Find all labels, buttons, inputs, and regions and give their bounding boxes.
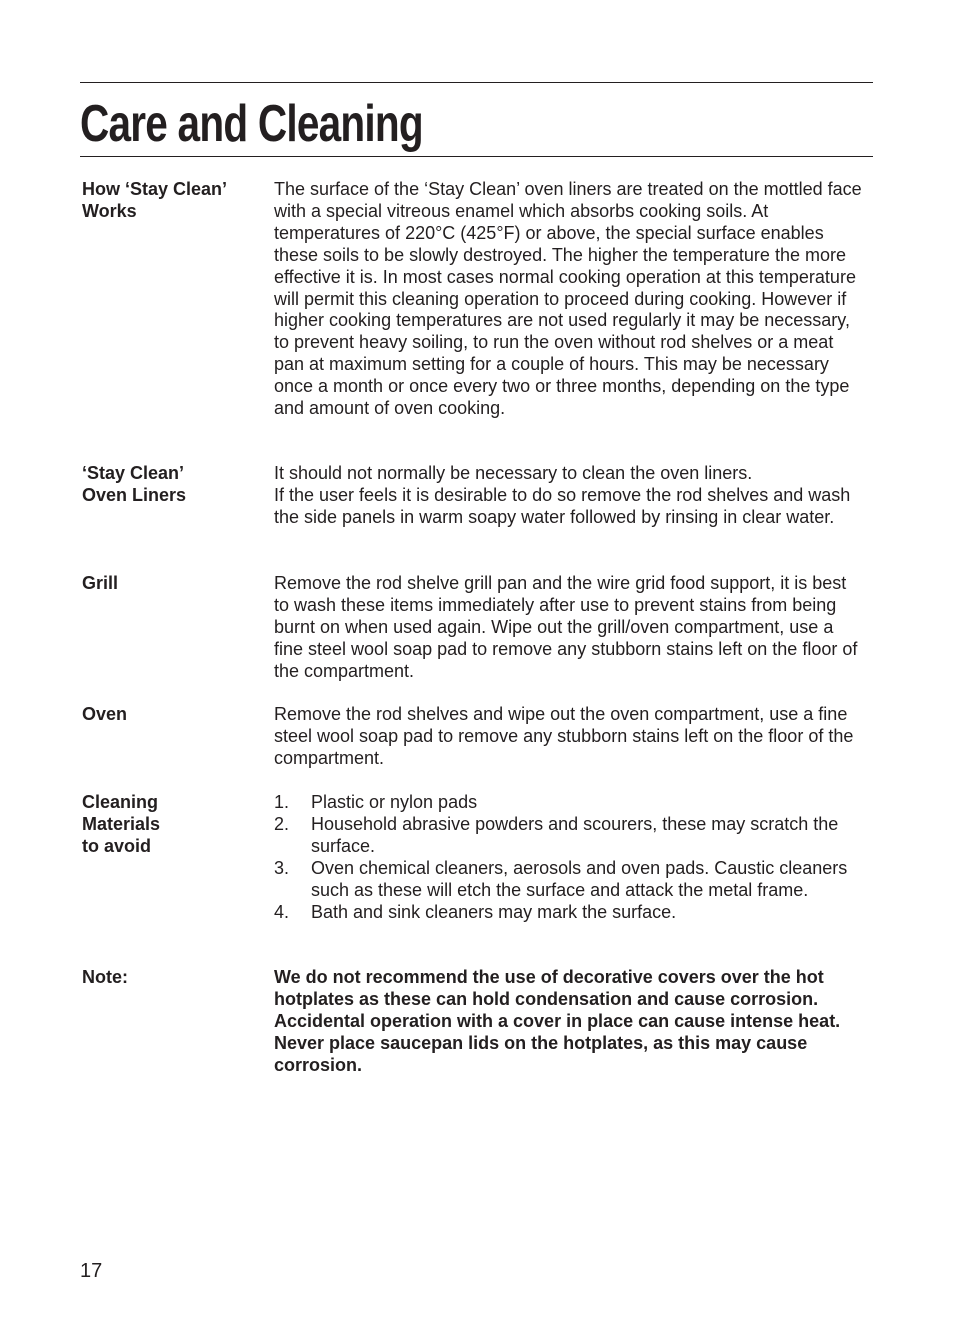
section-body <box>274 573 864 683</box>
section-body <box>274 967 864 1077</box>
section-label-line: Grill <box>82 573 119 593</box>
section-label-line: ‘Stay Clean’ <box>82 463 185 483</box>
list-item-text: Plastic or nylon pads <box>311 792 478 812</box>
section-label <box>82 463 262 507</box>
section-label <box>82 967 262 989</box>
list-item <box>274 814 864 858</box>
section-body <box>274 792 864 923</box>
list-item-text: Household abrasive powders and scourers, these may scratch the surface. <box>311 813 839 856</box>
paragraph: The surface of the ‘Stay Clean’ oven liners are treated on the mottled face with a special vitreous enamel which absorbs cooking soils. At temperatures of 220°C (425°F) or above, the special surface enables these soils to be slowly destroyed. The higher the temperature the more effective it is. In most cases normal cooking operation at this temperature will permit this cleaning operation to proceed during cooking. However if higher cooking temperatures are not used regularly it may be necessary, to prevent heavy soiling, to run the oven without rod shelves or a meat pan at maximum setting for a couple of hours. This may be necessary once a month or once every two or three months, depending on the type and amount of oven cooking. <box>274 179 862 419</box>
section-label <box>82 573 262 595</box>
section-label-line: to avoid <box>82 835 152 856</box>
section-label <box>82 179 262 223</box>
paragraph: It should not normally be necessary to clean the oven liners. <box>274 463 753 483</box>
list-item-number: 4. <box>274 901 290 922</box>
section-body <box>274 463 864 529</box>
list-item-number: 1. <box>274 792 290 812</box>
list-item-text: Bath and sink cleaners may mark the surface. <box>311 901 677 922</box>
list-item <box>274 858 864 902</box>
top-rule <box>80 82 873 83</box>
section-label-line: Oven <box>82 704 128 724</box>
section-label-line: Materials <box>82 813 161 834</box>
section-body <box>274 704 864 770</box>
paragraph: Remove the rod shelves and wipe out the oven compartment, use a fine steel wool soap pad to remove any stubborn stains left on the floor of the compartment. <box>274 704 854 768</box>
list-item-number: 2. <box>274 813 290 834</box>
page-title: Care and Cleaning <box>80 95 423 153</box>
list-item-text: Oven chemical cleaners, aerosols and oven pads. Caustic cleaners such as these will etch the surface and attack the metal frame. <box>311 857 848 900</box>
list-item <box>274 902 864 924</box>
section-body <box>274 179 864 420</box>
list-item-number: 3. <box>274 857 290 878</box>
section-label <box>82 792 262 858</box>
paragraph: If the user feels it is desirable to do so remove the rod shelves and wash the side panels in warm soapy water followed by rinsing in clear water. <box>274 484 851 527</box>
title-underline-rule <box>80 156 873 157</box>
section-label-line: Note: <box>82 967 128 987</box>
paragraph: Remove the rod shelve grill pan and the wire grid food support, it is best to wash these items immediately after use to prevent stains from being burnt on when used again. Wipe out the grill/oven compartment, use a fine steel wool soap pad to remove any stubborn stains left on the floor of the compartment. <box>274 573 858 681</box>
list-item <box>274 792 864 814</box>
materials-list <box>274 792 864 923</box>
section-label-line: Works <box>82 200 137 221</box>
section-label-line: How ‘Stay Clean’ <box>82 179 228 199</box>
section-label <box>82 704 262 726</box>
section-label-line: Oven Liners <box>82 484 187 505</box>
section-label-line: Cleaning <box>82 792 159 812</box>
warning-note-text: We do not recommend the use of decorative covers over the hot hotplates as these can hold condensation and cause corrosion. Accidental operation with a cover in place can cause intense heat. Never place saucepan lids on the hotplates, as this may cause corrosion. <box>274 967 841 1075</box>
page-number: 17 <box>80 1260 103 1282</box>
